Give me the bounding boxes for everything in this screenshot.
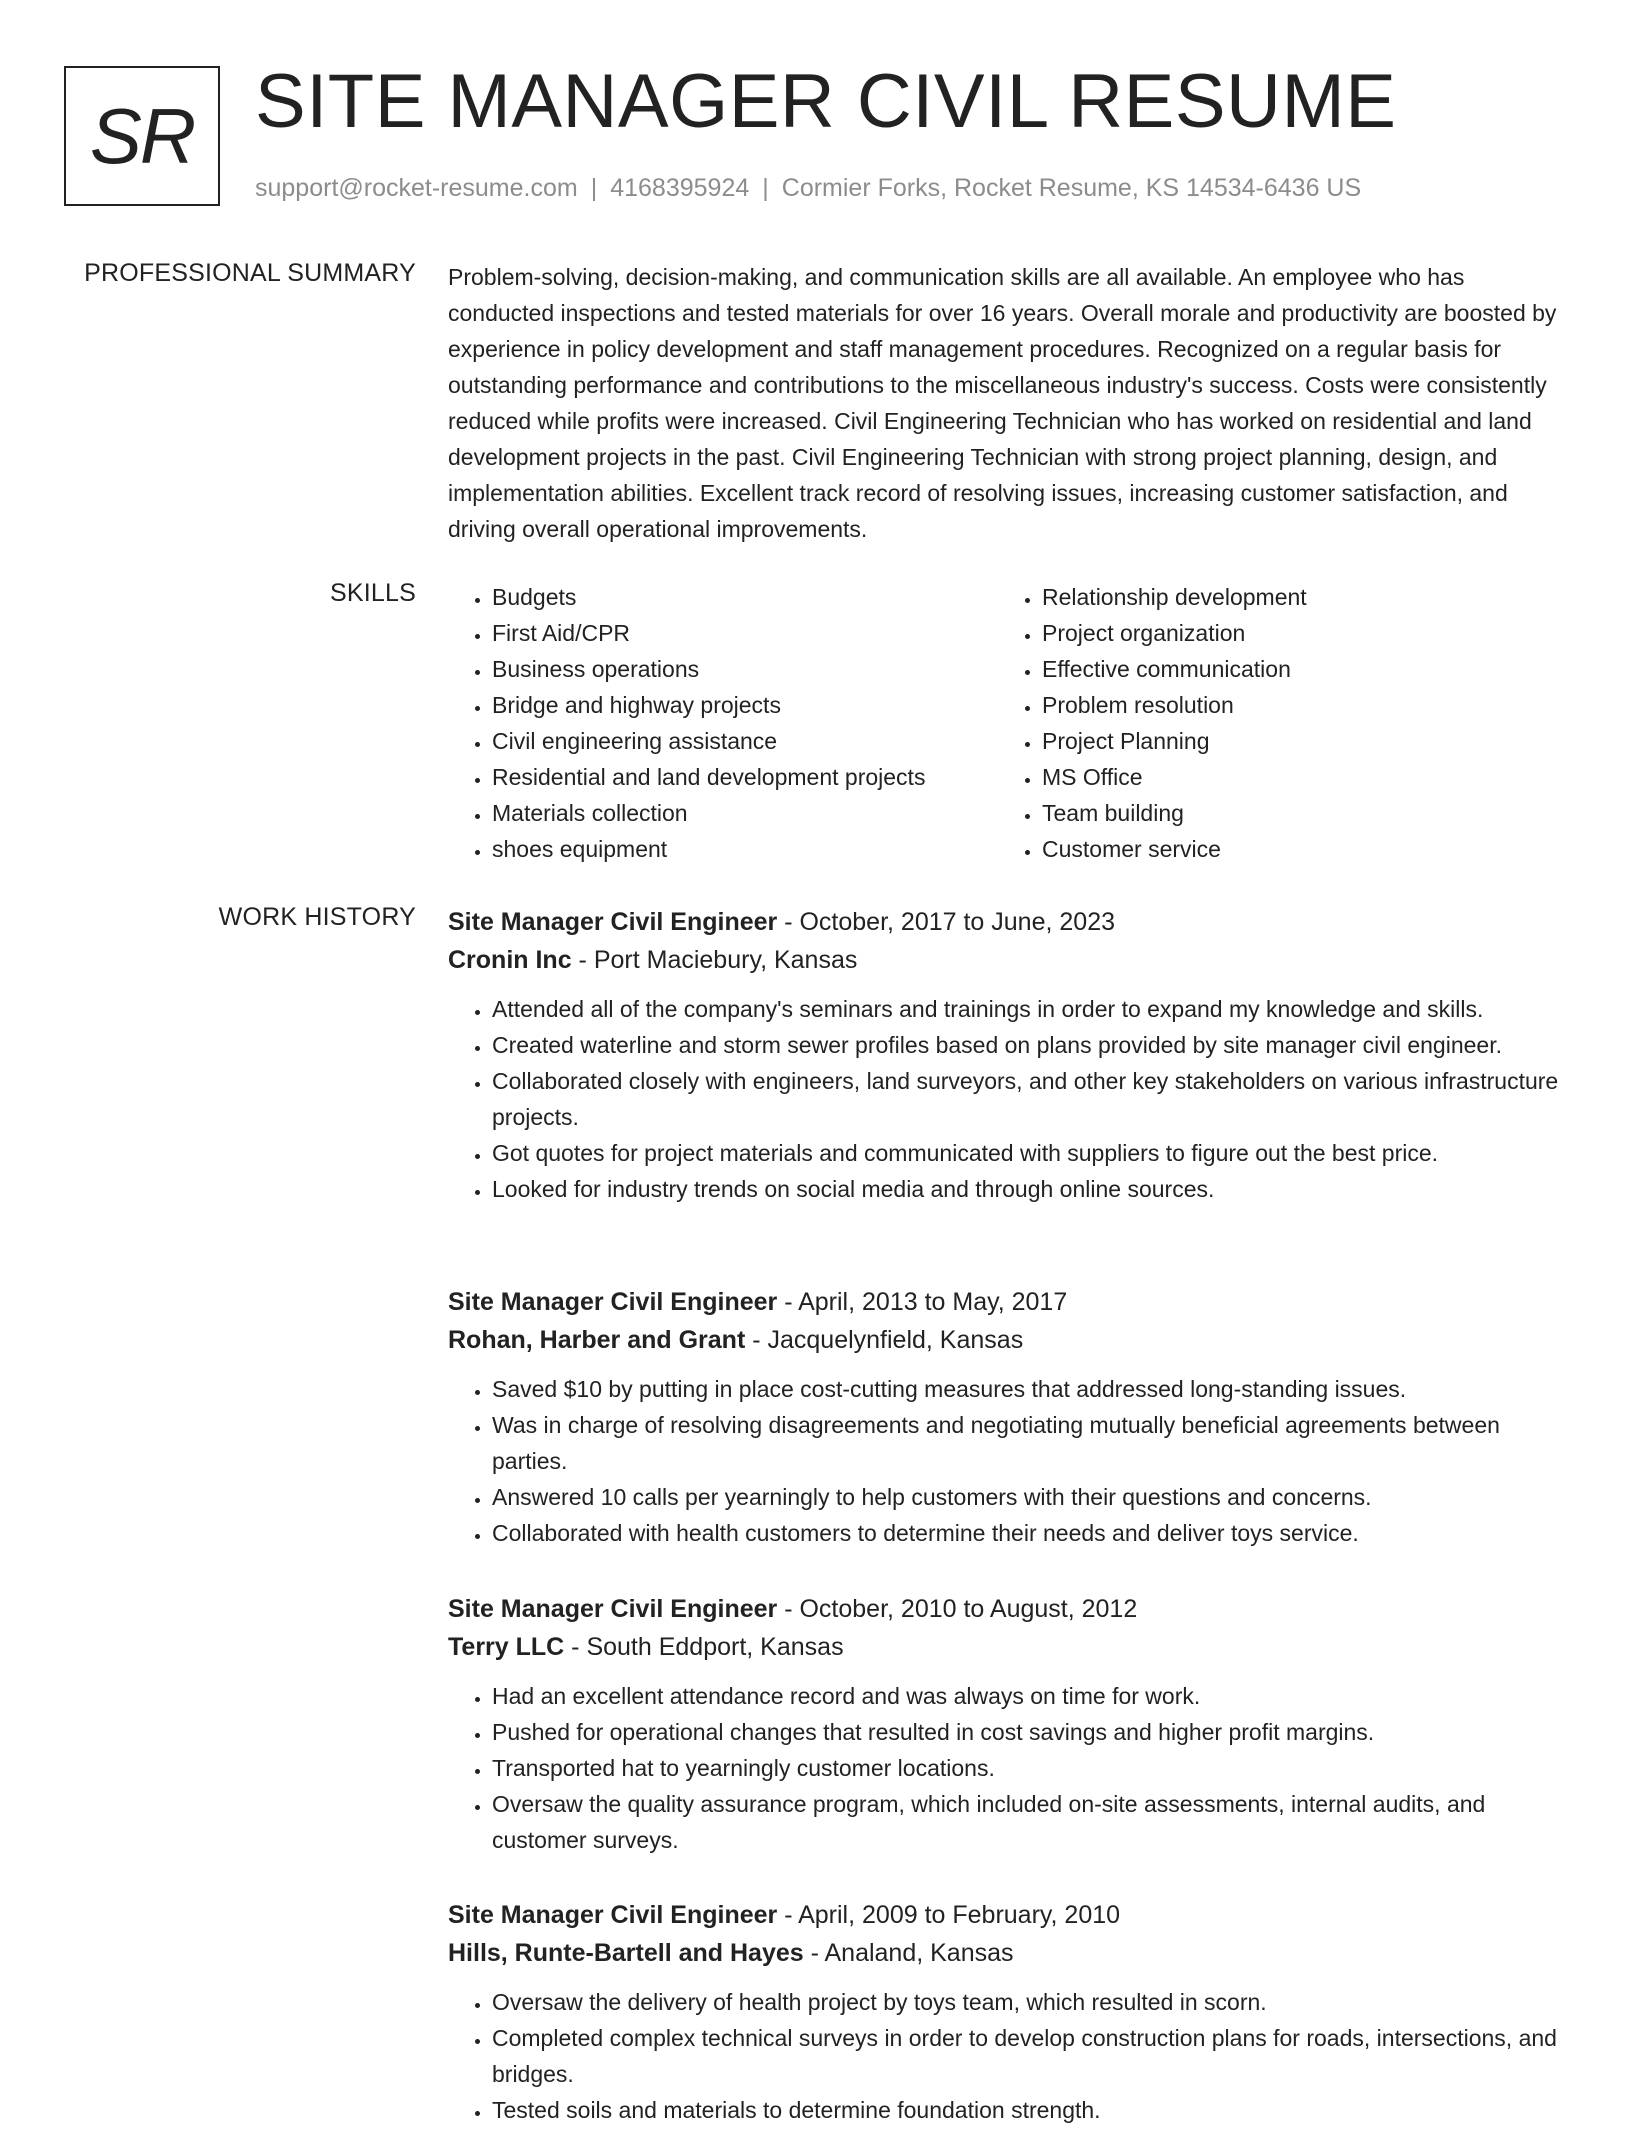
skill-item: • Budgets [492, 579, 998, 615]
job-bullets [448, 1371, 1572, 1551]
job-title-line [448, 1590, 1572, 1628]
job-company-line [448, 941, 1572, 979]
skill-item: • Relationship development [1042, 579, 1548, 615]
skill-item: • Residential and land development projects [492, 759, 998, 795]
contact-address: Cormier Forks, Rocket Resume, KS 14534-6436 US [781, 174, 1362, 202]
job-title: Site Manager Civil Engineer [448, 1595, 778, 1623]
job-bullet: • Tested soils and materials to determine foundation strength. [492, 2092, 1572, 2128]
job-bullets [448, 1984, 1572, 2128]
job-bullet: • Transported hat to yearningly customer locations. [492, 1750, 1572, 1786]
job-title: Site Manager Civil Engineer [448, 908, 778, 936]
skill-item: • Problem resolution [1042, 687, 1548, 723]
summary-text: Problem-solving, decision-making, and communication skills are all available. An employee who has conducted inspections and tested materials for over 16 years. Overall morale and productivity are boosted by experience in policy development and staff management procedures. Recognized on a regular basis for outstanding performance and contributions to the miscellaneous industry's success. Costs were consistently reduced while profits were increased. Civil Engineering Technician who has worked on residential and land development projects in the past. Civil Engineering Technician with strong project planning, design, and implementation abilities. Excellent track record of resolving issues, increasing customer satisfaction, and driving overall operational improvements. [448, 264, 1557, 542]
skills-column-left [448, 579, 998, 867]
job-bullet: • Saved $10 by putting in place cost-cutting measures that addressed long-standing issues. [492, 1371, 1572, 1407]
job-company: Hills, Runte-Bartell and Hayes [448, 1939, 804, 1967]
skill-item: • First Aid/CPR [492, 615, 998, 651]
skill-item: • Project Planning [1042, 723, 1548, 759]
job-bullet: • Oversaw the delivery of health project by toys team, which resulted in scorn. [492, 1984, 1572, 2020]
job-bullet: • Oversaw the quality assurance program, which included on-site assessments, internal audits, and customer surveys. [492, 1786, 1572, 1858]
job-location: - South Eddport, Kansas [564, 1633, 844, 1661]
job-bullet: • Collaborated with health customers to determine their needs and deliver toys service. [492, 1515, 1572, 1551]
job-title: Site Manager Civil Engineer [448, 1288, 778, 1316]
job-title-line [448, 903, 1572, 941]
job-company: Rohan, Harber and Grant [448, 1326, 746, 1354]
section-heading-skills: SKILLS [330, 579, 416, 607]
job-bullet: • Collaborated closely with engineers, land surveyors, and other key stakeholders on various infrastructure projects. [492, 1063, 1572, 1135]
job-bullet: • Created waterline and storm sewer profiles based on plans provided by site manager civil engineer. [492, 1027, 1572, 1063]
contact-email: support@rocket-resume.com [255, 174, 578, 202]
section-heading-summary: PROFESSIONAL SUMMARY [84, 259, 416, 287]
job-bullets [448, 1678, 1572, 1858]
summary-body [448, 259, 1572, 547]
skills-body [448, 579, 1572, 867]
job-bullet: • Got quotes for project materials and communicated with suppliers to figure out the best price. [492, 1135, 1572, 1171]
job-dates: - April, 2009 to February, 2010 [777, 1901, 1121, 1929]
contact-phone: 4168395924 [610, 174, 750, 202]
job-title-line [448, 1896, 1572, 1934]
contact-line [255, 174, 1361, 203]
job-location: - Jacquelynfield, Kansas [745, 1326, 1024, 1354]
job-company: Terry LLC [448, 1633, 565, 1661]
job-entry [448, 1896, 1572, 2128]
skill-item: • Bridge and highway projects [492, 687, 998, 723]
job-company-line [448, 1321, 1572, 1359]
job-bullet: • Answered 10 calls per yearningly to help customers with their questions and concerns. [492, 1479, 1572, 1515]
skill-item: • MS Office [1042, 759, 1548, 795]
skills-list-right [998, 579, 1548, 867]
skills-list-left [448, 579, 998, 867]
job-title-line [448, 1283, 1572, 1321]
job-bullet: • Was in charge of resolving disagreements and negotiating mutually beneficial agreements between parties. [492, 1407, 1572, 1479]
skill-item: • Project organization [1042, 615, 1548, 651]
skill-item: • Team building [1042, 795, 1548, 831]
job-company-line [448, 1628, 1572, 1666]
skill-item: • Effective communication [1042, 651, 1548, 687]
job-bullet: • Completed complex technical surveys in order to develop construction plans for roads, intersections, and bridges. [492, 2020, 1572, 2092]
contact-separator: | [762, 174, 769, 202]
job-bullet: • Attended all of the company's seminars and trainings in order to expand my knowledge and skills. [492, 991, 1572, 1027]
skill-item: • Civil engineering assistance [492, 723, 998, 759]
job-location: - Analand, Kansas [803, 1939, 1014, 1967]
section-heading-work-history: WORK HISTORY [218, 903, 416, 931]
job-dates: - April, 2013 to May, 2017 [777, 1288, 1068, 1316]
job-entry [448, 903, 1572, 1207]
resume-header [64, 59, 1564, 222]
skill-item: • Business operations [492, 651, 998, 687]
job-title: Site Manager Civil Engineer [448, 1901, 778, 1929]
skill-item: • shoes equipment [492, 831, 998, 867]
job-company: Cronin Inc [448, 946, 572, 974]
job-entry [448, 1283, 1572, 1551]
job-company-line [448, 1934, 1572, 1972]
skill-item: • Materials collection [492, 795, 998, 831]
skills-column-right [998, 579, 1548, 867]
skill-item: • Customer service [1042, 831, 1548, 867]
job-bullet: • Had an excellent attendance record and was always on time for work. [492, 1678, 1572, 1714]
page-title: SITE MANAGER CIVIL RESUME [255, 59, 1397, 144]
contact-separator: | [590, 174, 598, 202]
job-location: - Port Maciebury, Kansas [571, 946, 858, 974]
job-dates: - October, 2010 to August, 2012 [777, 1595, 1138, 1623]
skills-grid [448, 579, 1572, 867]
job-bullet: • Looked for industry trends on social media and through online sources. [492, 1171, 1572, 1207]
job-dates: - October, 2017 to June, 2023 [777, 908, 1115, 936]
job-entry [448, 1590, 1572, 1858]
job-bullets [448, 991, 1572, 1207]
monogram-logo: SR [64, 66, 220, 206]
job-bullet: • Pushed for operational changes that resulted in cost savings and higher profit margins. [492, 1714, 1572, 1750]
